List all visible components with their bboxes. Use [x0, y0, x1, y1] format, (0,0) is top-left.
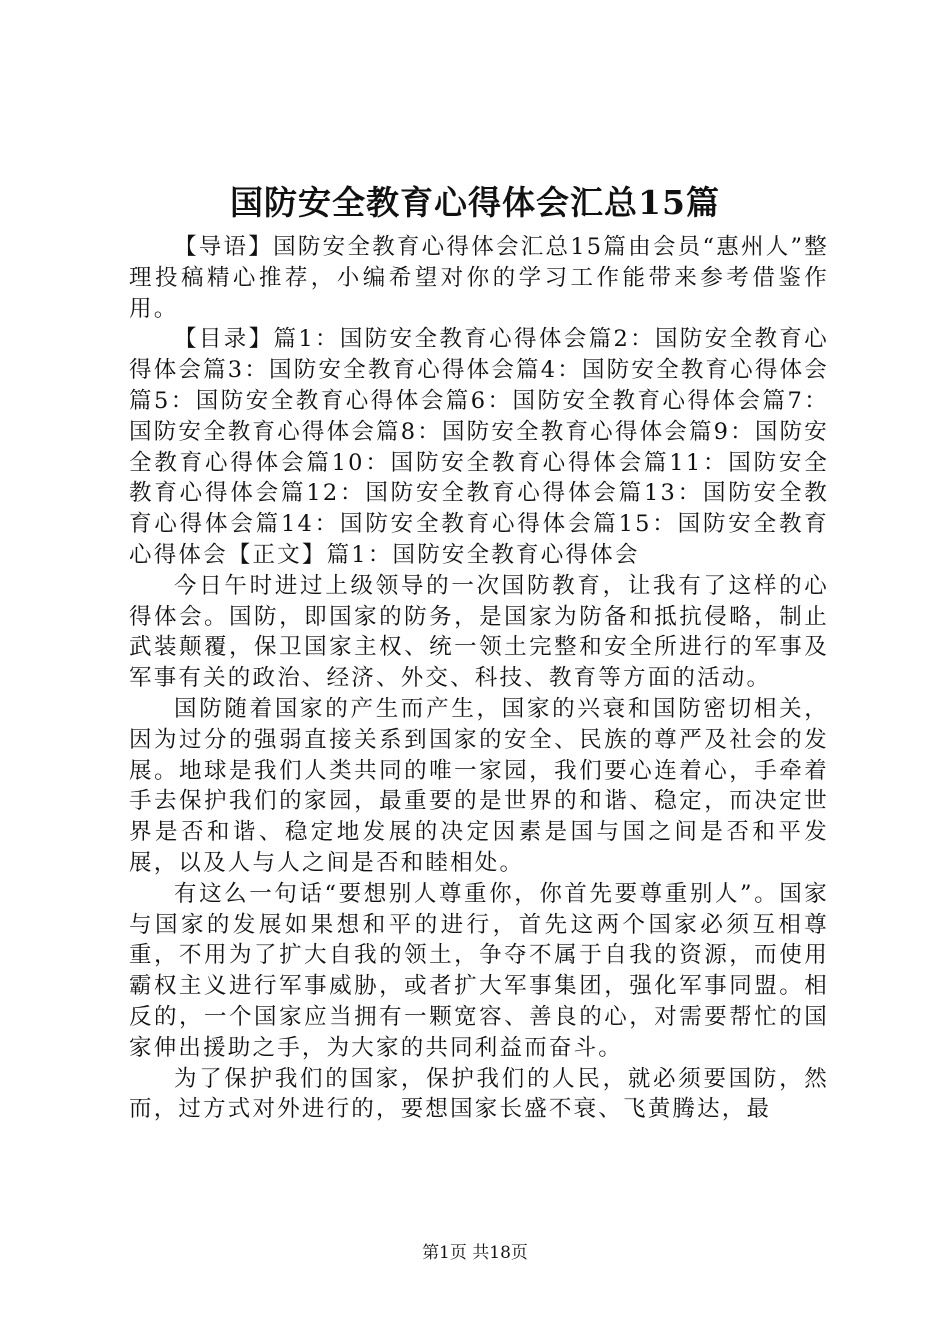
- body-paragraph: 今日午时进过上级领导的一次国防教育，让我有了这样的心得体会。国防，即国家的防务，是国家为防备和抵抗侵略，制止武装颠覆，保卫国家主权、统一领土完整和安全所进行的军事及军事有关的政治、经济、外交、科技、教育等方面的活动。: [129, 572, 829, 692]
- body-paragraph: 国防随着国家的产生而产生，国家的兴衰和国防密切相关，因为过分的强弱直接关系到国家的安全、民族的尊严及社会的发展。地球是我们人类共同的唯一家园，我们要心连着心，手牵着手去保护我们的家园，最重要的是世界的和谐、稳定，而决定世界是否和谐、稳定地发展的决定因素是国与国之间是否和平发展，以及人与人之间是否和睦相处。: [129, 695, 829, 876]
- page-footer: 第1页 共18页: [422, 1243, 528, 1263]
- document-body: [129, 232, 829, 1125]
- body-paragraph: 有这么一句话“要想别人尊重你，你首先要尊重别人”。国家与国家的发展如果想和平的进行，首先这两个国家必须互相尊重，不用为了扩大自我的领土，争夺不属于自我的资源，而使用霸权主义进行军事威胁，或者扩大军事集团，强化军事同盟。相反的，一个国家应当拥有一颗宽容、善良的心，对需要帮忙的国家伸出援助之手，为大家的共同利益而奋斗。: [129, 880, 829, 1061]
- toc-paragraph: 【目录】篇1：国防安全教育心得体会篇2：国防安全教育心得体会篇3：国防安全教育心得体会篇4：国防安全教育心得体会篇5：国防安全教育心得体会篇6：国防安全教育心得体会篇7：国防安全教育心得体会篇8：国防安全教育心得体会篇9：国防安全教育心得体会篇10：国防安全教育心得体会篇11：国防安全教育心得体会篇12：国防安全教育心得体会篇13：国防安全教育心得体会篇14：国防安全教育心得体会篇15：国防安全教育心得体会【正文】篇1：国防安全教育心得体会: [129, 326, 829, 568]
- intro-paragraph: 【导语】国防安全教育心得体会汇总15篇由会员“惠州人”整理投稿精心推荐，小编希望对你的学习工作能带来参考借鉴作用。: [129, 234, 829, 322]
- body-paragraph: 为了保护我们的国家，保护我们的人民，就必须要国防，然而，过方式对外进行的，要想国家长盛不衰、飞黄腾达，最: [129, 1065, 829, 1123]
- document-title: 国防安全教育心得体会汇总15篇: [230, 183, 720, 222]
